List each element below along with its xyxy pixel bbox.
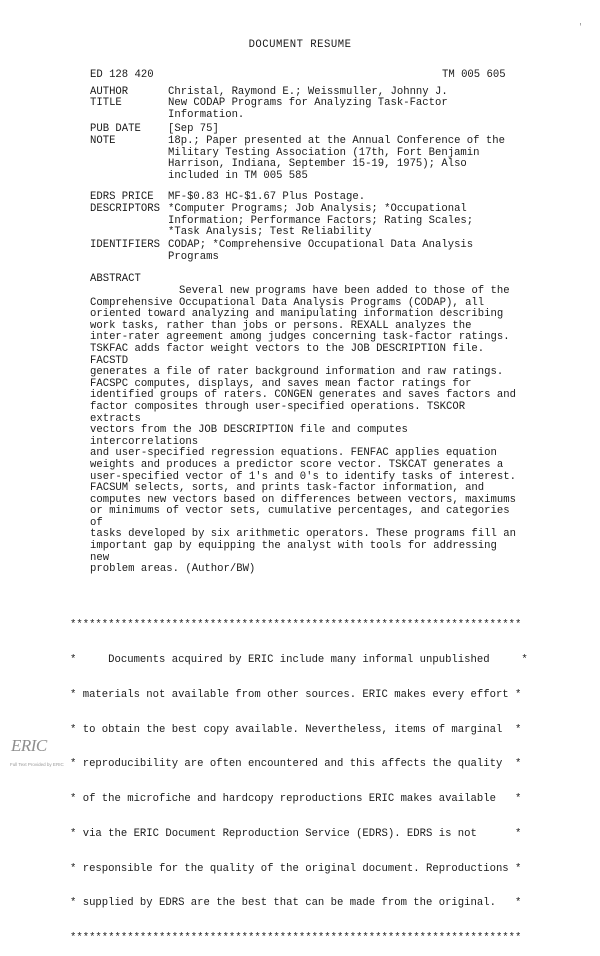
notice-line: * responsible for the quality of the original document. Reproductions * (70, 862, 522, 875)
field-value-title: New CODAP Programs for Analyzing Task-Factor Information. (168, 97, 448, 121)
eric-logo-subtext: Full Text Provided by ERIC (10, 762, 64, 767)
field-label-author: AUTHOR (90, 86, 129, 98)
field-value-pub-date: [Sep 75] (168, 123, 219, 135)
field-value-descriptors: *Computer Programs; Job Analysis; *Occupational Information; Performance Factors; Rating Scales; *Task Analysis; Test Reliability (168, 203, 474, 239)
field-label-note: NOTE (90, 135, 116, 147)
notice-line: * reproducibility are often encountered and this affects the quality * (70, 758, 522, 771)
field-label-edrs-price: EDRS PRICE (90, 191, 154, 203)
document-title: DOCUMENT RESUME (248, 39, 352, 51)
field-label-descriptors: DESCRIPTORS (90, 203, 160, 215)
notice-line: * Documents acquired by ERIC include many informal unpublished * (70, 653, 528, 666)
field-value-edrs-price: MF-$0.83 HC-$1.67 Plus Postage. (168, 191, 366, 203)
field-label-pub-date: PUB DATE (90, 123, 141, 135)
notice-line: *********************************************************************** (70, 932, 522, 945)
ed-number: ED 128 420 (90, 69, 154, 81)
field-label-title: TITLE (90, 97, 122, 109)
eric-logo: ERIC (11, 736, 47, 755)
corner-mark: ' (578, 23, 583, 32)
abstract-body: Several new programs have been added to those of the Comprehensive Occupational Data Analysis Programs (CODAP), all oriented toward analyzing and manipulating information describing work tasks, rather than jobs or persons. REXALL analyzes the inter-rater agreement among judges concerning task-factor ratings. TSKFAC adds factor weight vectors to the JOB DESCRIPTION file. FACSTD generates a file of rater background information and raw ratings. FACSPC computes, displays, and saves mean factor ratings for identified groups of raters. CONGEN generates and saves factors and factor composites through user-specified operations. TSKCOR extracts vectors from the JOB DESCRIPTION file and computes intercorrelations and user-specified regression equations. FENFAC applies equation weights and produces a predictor score vector. TSKCAT generates a user-specified vector of 1's and 0's to identify tasks of interest. FACSUM selects, sorts, and prints task-factor information, and computes new vectors based on differences between vectors, maximums or minimums of vector sets, cumulative percentages, and categories of tasks developed by six arithmetic operators. These programs fill an important gap by equipping the analyst with tools for addressing new problem areas. (Author/BW) (90, 285, 516, 576)
field-value-author: Christal, Raymond E.; Weissmuller, Johnny J. (168, 86, 448, 98)
field-value-note: 18p.; Paper presented at the Annual Conference of the Military Testing Association (17th, Fort Benjamin Harrison, Indiana, September 15-19, 1975); Also included in TM 005 585 (168, 135, 505, 182)
field-label-identifiers: IDENTIFIERS (90, 239, 160, 251)
notice-line: * of the microfiche and hardcopy reproductions ERIC makes available * (70, 793, 522, 806)
notice-line: * materials not available from other sources. ERIC makes every effort * (70, 688, 522, 701)
notice-line: * supplied by EDRS are the best that can be made from the original. * (70, 897, 522, 910)
notice-line: * via the ERIC Document Reproduction Service (EDRS). EDRS is not * (70, 827, 522, 840)
notice-line: *********************************************************************** (70, 619, 522, 632)
notice-line: * to obtain the best copy available. Nevertheless, items of marginal * (70, 723, 522, 736)
abstract-heading: ABSTRACT (90, 273, 141, 285)
field-value-identifiers: CODAP; *Comprehensive Occupational Data Analysis Programs (168, 239, 474, 263)
eric-notice-box (70, 597, 550, 956)
tm-number: TM 005 605 (442, 69, 506, 81)
